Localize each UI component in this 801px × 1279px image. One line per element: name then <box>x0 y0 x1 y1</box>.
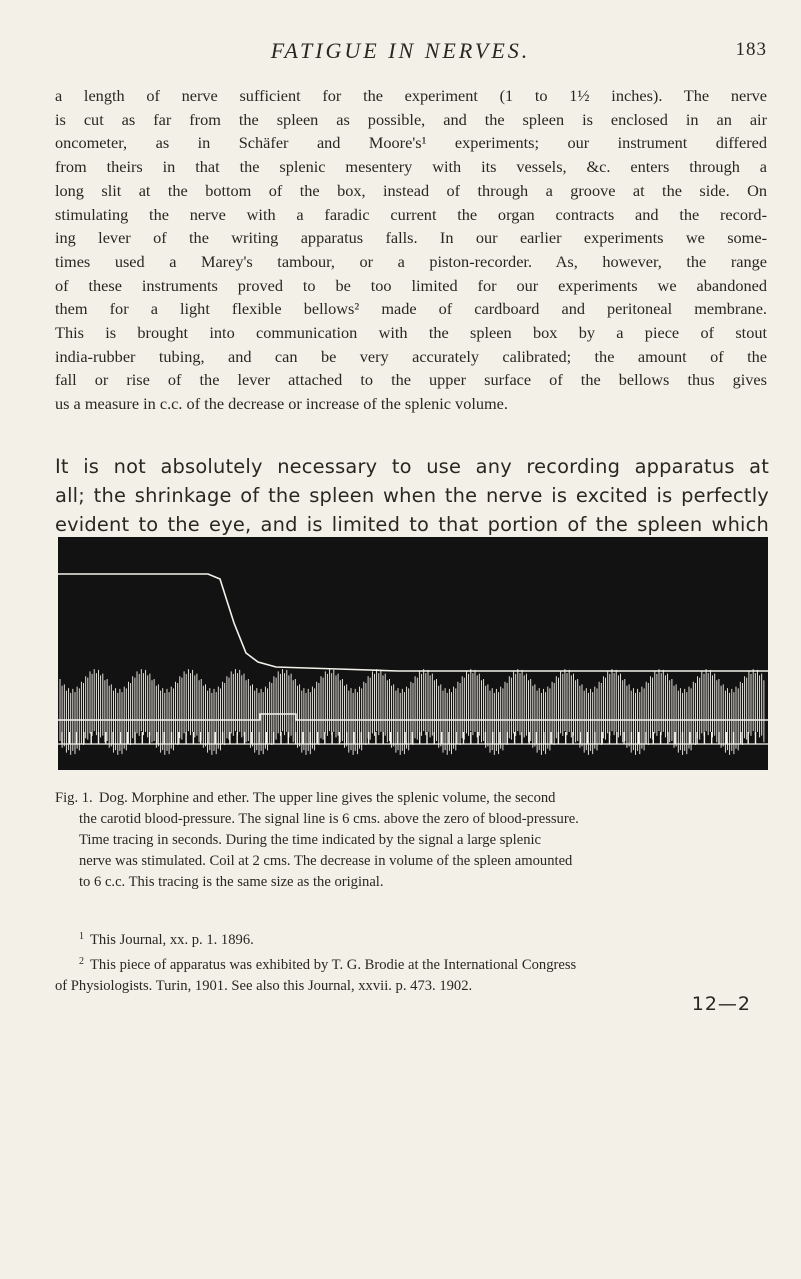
footnote-mark: 2 <box>79 956 84 967</box>
caption-line: Dog. Morphine and ether. The upper line gives the splenic volume, the second <box>99 790 556 806</box>
body-line: fall or rise of the lever attached to the upper surface of the bellows thus gives <box>55 370 767 390</box>
body-line: is cut as far from the spleen as possible, and the spleen is enclosed in an air <box>55 109 767 129</box>
body-line: india-rubber tubing, and can be very accurately calibrated; the amount of the <box>55 346 767 366</box>
body-line: a length of nerve sufficient for the experiment (1 to 1½ inches). The nerve <box>55 86 767 105</box>
large-line: all; the shrinkage of the spleen when the nerve is excited is perfectly <box>55 484 769 507</box>
body-line: long slit at the bottom of the box, instead of through a groove at the side. On <box>55 180 767 200</box>
body-paragraph <box>55 84 767 416</box>
large-line: It is not absolutely necessary to use any recording apparatus at <box>55 455 769 478</box>
caption-line: to 6 c.c. This tracing is the same size as the original. <box>79 874 384 890</box>
caption-line: nerve was stimulated. Coil at 2 cms. The decrease in volume of the spleen amounted <box>79 853 573 869</box>
body-line: of these instruments proved to be too limited for our experiments we abandoned <box>55 275 767 295</box>
footnote-text: This Journal, xx. p. 1. 1896. <box>90 932 254 948</box>
page-number: 183 <box>735 39 767 60</box>
large-type-paragraph <box>55 452 769 539</box>
body-line: oncometer, as in Schäfer and Moore's¹ experiments; our instrument differed <box>55 133 767 153</box>
body-line: This is brought into communication with the spleen box by a piece of stout <box>55 323 767 343</box>
sheet-signature: 12—2 <box>691 993 751 1015</box>
large-line: evident to the eye, and is limited to that portion of the spleen which <box>55 513 769 536</box>
page-header <box>0 38 801 68</box>
figure-label: Fig. 1. <box>55 790 93 806</box>
footnote-1 <box>55 926 769 951</box>
figure-caption <box>55 788 769 893</box>
footnote-text: This piece of apparatus was exhibited by T. G. Brodie at the International Congress <box>90 957 577 973</box>
body-line: from theirs in that the splenic mesentery with its vessels, &c. enters through a <box>55 157 767 177</box>
caption-line: Time tracing in seconds. During the time indicated by the signal a large splenic <box>79 832 542 848</box>
footnote-2 <box>55 951 769 976</box>
footnote-mark: 1 <box>79 931 84 942</box>
body-line: them for a light flexible bellows² made of cardboard and peritoneal membrane. <box>55 299 767 319</box>
kymograph-tracing-figure <box>58 537 768 770</box>
footnotes <box>55 926 769 997</box>
body-line: us a measure in c.c. of the decrease or increase of the splenic volume. <box>55 394 508 414</box>
body-line: times used a Marey's tambour, or a piston-recorder. As, however, the range <box>55 251 767 271</box>
caption-line: the carotid blood-pressure. The signal line is 6 cms. above the zero of blood-pressure. <box>79 811 579 827</box>
footnote-2-continued: of Physiologists. Turin, 1901. See also this Journal, xxvii. p. 473. 1902. <box>55 978 473 994</box>
body-line: ing lever of the writing apparatus falls. In our earlier experiments we some- <box>55 228 767 248</box>
running-title: FATIGUE IN NERVES. <box>270 38 531 63</box>
body-line: stimulating the nerve with a faradic current the organ contracts and the record- <box>55 204 767 224</box>
